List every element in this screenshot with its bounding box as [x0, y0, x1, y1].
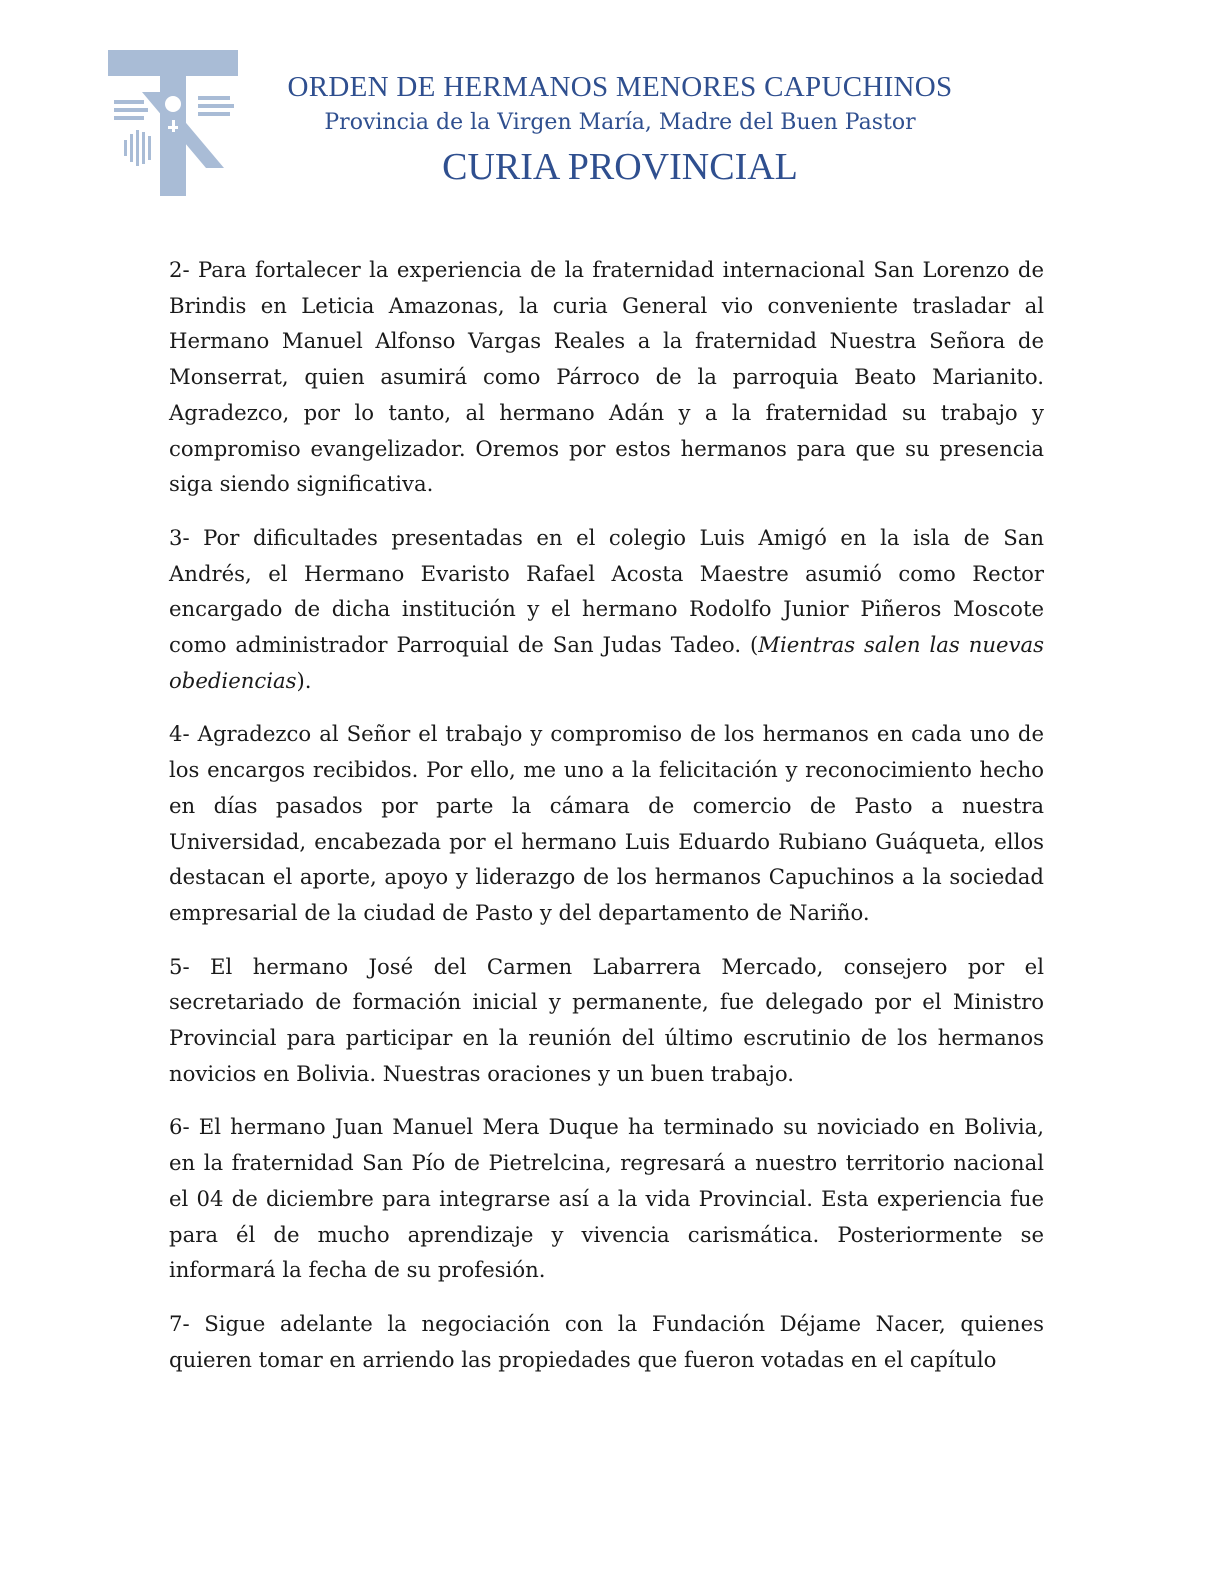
- paragraph-3-after: ).: [296, 667, 312, 693]
- paragraph-3-text: 3- Por dificultades presentadas en el colegio Luis Amigó en la isla de San Andrés, el Hermano Evaristo Rafael Acosta Maestre asumió como Rector encargado de dicha institución y el hermano Rodolfo Junior Piñeros Moscote como administrador Parroquial de San Judas Tadeo. (: [169, 524, 1044, 658]
- paragraph-3-italic: Mientras salen las nuevas obediencias: [169, 632, 1044, 693]
- province-name: Provincia de la Virgen María, Madre del Buen Pastor: [324, 110, 916, 135]
- paragraph-4: 4- Agradezco al Señor el trabajo y compromiso de los hermanos en cada uno de los encargos recibidos. Por ello, me uno a la felicitación y reconocimiento hecho en días pasados por parte la cámara de comercio de Pasto a nuestra Universidad, encabezada por el hermano Luis Eduardo Rubiano Guáqueta, ellos destacan el aporte, apoyo y liderazgo de los hermanos Capuchinos a la sociedad empresarial de la ciudad de Pasto y del departamento de Nariño.: [169, 721, 1044, 925]
- letterhead: [0, 68, 1224, 192]
- paragraph-5: 5- El hermano José del Carmen Labarrera Mercado, consejero por el secretariado de formación inicial y permanente, fue delegado por el Ministro Provincial para participar en la reunión del último escrutinio de los hermanos novicios en Bolivia. Nuestras oraciones y un buen trabajo.: [169, 953, 1044, 1086]
- paragraph-3: [169, 520, 1044, 699]
- letter-body: [169, 252, 1044, 1395]
- curia-title: CURIA PROVINCIAL: [442, 146, 798, 188]
- paragraph-7: 7- Sigue adelante la negociación con la Fundación Déjame Nacer, quienes quieren tomar en arriendo las propiedades que fueron votadas en el capítulo: [169, 1310, 1044, 1372]
- paragraph-6: 6- El hermano Juan Manuel Mera Duque ha terminado su noviciado en Bolivia, en la fraternidad San Pío de Pietrelcina, regresará a nuestro territorio nacional el 04 de diciembre para integrarse así a la vida Provincial. Esta experiencia fue para él de mucho aprendizaje y vivencia carismática. Posteriormente se informará la fecha de su profesión.: [169, 1114, 1044, 1283]
- order-name: ORDEN DE HERMANOS MENORES CAPUCHINOS: [287, 71, 953, 103]
- paragraph-2: 2- Para fortalecer la experiencia de la fraternidad internacional San Lorenzo de Brindis en Leticia Amazonas, la curia General vio conveniente trasladar al Hermano Manuel Alfonso Vargas Reales a la fraternidad Nuestra Señora de Monserrat, quien asumirá como Párroco de la parroquia Beato Marianito. Agradezco, por lo tanto, al hermano Adán y a la fraternidad su trabajo y compromiso evangelizador. Oremos por estos hermanos para que su presencia siga siendo significativa.: [169, 257, 1044, 497]
